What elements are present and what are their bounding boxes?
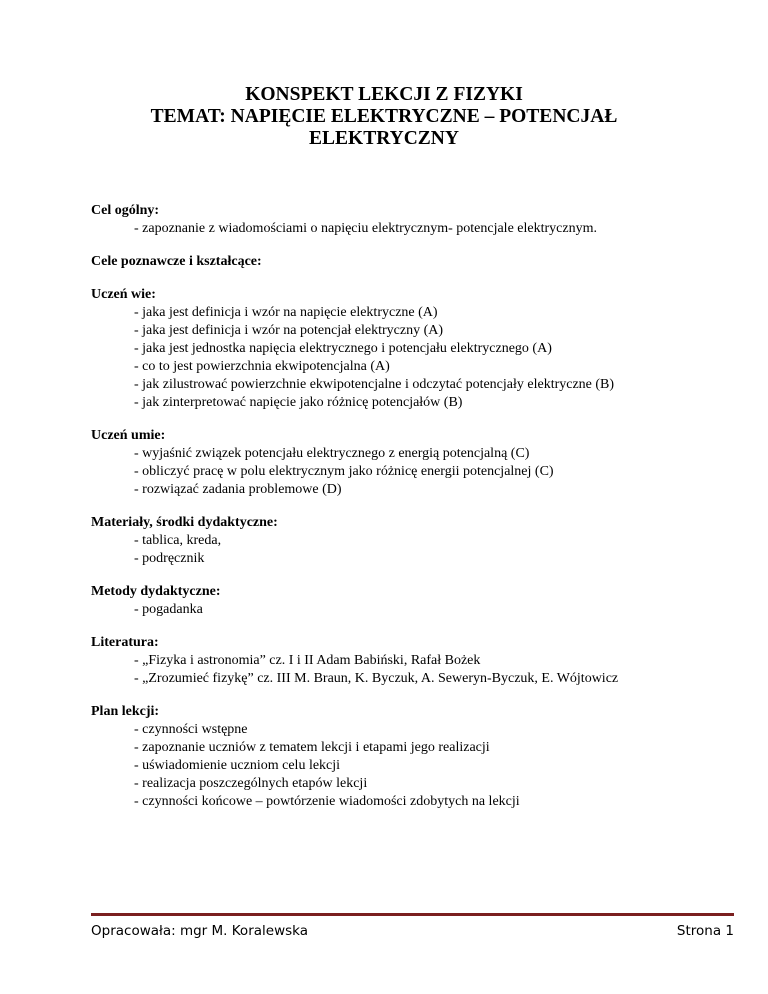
- section: [91, 286, 731, 412]
- list-item: - jaka jest definicja i wzór na napięcie elektryczne (A): [134, 305, 438, 320]
- document-title: [0, 84, 768, 150]
- list-item: - zapoznanie z wiadomościami o napięciu elektrycznym- potencjale elektrycznym.: [134, 221, 597, 236]
- list-item: - uświadomienie uczniom celu lekcji: [134, 758, 341, 773]
- list-item: - „Zrozumieć fizykę” cz. III M. Braun, K. Byczuk, A. Seweryn-Byczuk, E. Wójtowicz: [134, 671, 619, 686]
- list-item: - co to jest powierzchnia ekwipotencjalna (A): [134, 359, 390, 374]
- section-heading: Cele poznawcze i kształcące:: [91, 254, 262, 269]
- list-item: - jak zinterpretować napięcie jako różnicę potencjałów (B): [134, 395, 463, 410]
- section-list: [91, 652, 731, 688]
- section-list: [91, 601, 731, 619]
- footer-rule: [91, 913, 734, 916]
- section: [91, 514, 731, 568]
- document-body: [91, 202, 731, 826]
- list-item: - jaka jest definicja i wzór na potencjał elektryczny (A): [134, 323, 444, 338]
- list-item: - realizacja poszczególnych etapów lekcji: [134, 776, 368, 791]
- section: [91, 427, 731, 499]
- section-heading: Metody dydaktyczne:: [91, 584, 221, 599]
- list-item: - podręcznik: [134, 551, 205, 566]
- list-item: - jak zilustrować powierzchnie ekwipotencjalne i odczytać potencjały elektryczne (B): [134, 377, 615, 392]
- footer-author: Opracowała: mgr M. Koralewska: [91, 923, 309, 939]
- section-heading: Literatura:: [91, 635, 159, 650]
- list-item: - rozwiązać zadania problemowe (D): [134, 482, 342, 497]
- section: [91, 703, 731, 811]
- section-list: [91, 445, 731, 499]
- list-item: - tablica, kreda,: [134, 533, 222, 548]
- section-list: [91, 220, 731, 238]
- list-item: - jaka jest jednostka napięcia elektrycznego i potencjału elektrycznego (A): [134, 341, 552, 356]
- list-item: - czynności końcowe – powtórzenie wiadomości zdobytych na lekcji: [134, 794, 520, 809]
- title-line-3: ELEKTRYCZNY: [309, 128, 459, 149]
- section-list: [91, 304, 731, 412]
- section: [91, 253, 731, 271]
- section: [91, 583, 731, 619]
- footer-page-number: Strona 1: [676, 923, 734, 939]
- list-item: - wyjaśnić związek potencjału elektrycznego z energią potencjalną (C): [134, 446, 530, 461]
- section: [91, 634, 731, 688]
- list-item: - zapoznanie uczniów z tematem lekcji i etapami jego realizacji: [134, 740, 490, 755]
- list-item: - „Fizyka i astronomia” cz. I i II Adam Babiński, Rafał Bożek: [134, 653, 481, 668]
- section-list: [91, 532, 731, 568]
- section-heading: Plan lekcji:: [91, 704, 160, 719]
- title-line-2: TEMAT: NAPIĘCIE ELEKTRYCZNE – POTENCJAŁ: [150, 106, 618, 127]
- section-heading: Cel ogólny:: [91, 203, 160, 218]
- section: [91, 202, 731, 238]
- section-heading: Uczeń umie:: [91, 428, 166, 443]
- section-heading: Materiały, środki dydaktyczne:: [91, 515, 278, 530]
- list-item: - pogadanka: [134, 602, 203, 617]
- list-item: - czynności wstępne: [134, 722, 248, 737]
- section-heading: Uczeń wie:: [91, 287, 156, 302]
- list-item: - obliczyć pracę w polu elektrycznym jako różnicę energii potencjalnej (C): [134, 464, 554, 479]
- section-list: [91, 721, 731, 811]
- title-line-1: KONSPEKT LEKCJI Z FIZYKI: [245, 84, 523, 105]
